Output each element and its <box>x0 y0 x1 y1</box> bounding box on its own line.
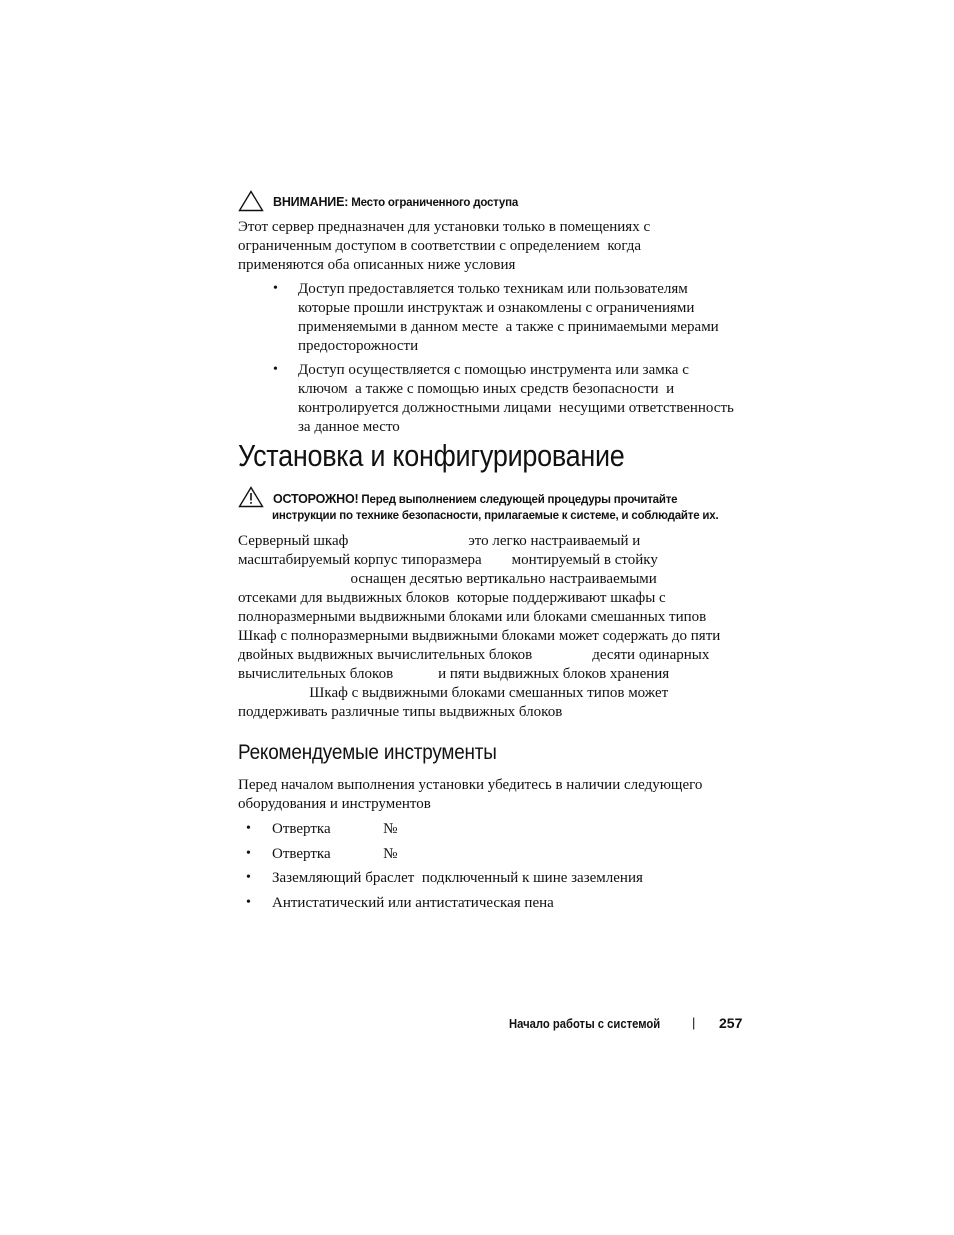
bullet: • <box>246 895 251 910</box>
text-line: ключом а также с помощью иных средств безопасности и <box>298 381 675 397</box>
text-line: Шкаф с выдвижными блоками смешанных типов может <box>238 685 669 701</box>
text-line: вычислительных блоков и пяти выдвижных блоков хранения <box>238 666 670 682</box>
bullet: • <box>273 362 278 377</box>
tool-label: Антистатический или антистатическая пена <box>272 895 554 911</box>
text-line: Перед началом выполнения установки убедитесь в наличии следующего <box>238 777 703 793</box>
tools-intro <box>238 776 702 814</box>
text-line: Доступ осуществляется с помощью инструмента или замка с <box>298 362 689 378</box>
warning-icon <box>238 486 264 508</box>
text-line: отсеками для выдвижных блоков которые поддерживают шкафы с <box>238 590 666 606</box>
text-line: предосторожности <box>298 338 419 354</box>
footer-separator: | <box>692 1015 696 1030</box>
subsection-title: Рекомендуемые инструменты <box>238 741 497 764</box>
warning-icon <box>238 190 264 212</box>
intro-paragraph <box>238 218 650 275</box>
text-line: масштабируемый корпус типоразмера монтируемый в стойку <box>238 552 658 568</box>
warning-text: инструкции по технике безопасности, прилагаемые к системе, и соблюдайте их. <box>272 510 719 522</box>
text-line: ограниченным доступом в соответствии с определением когда <box>238 238 642 254</box>
text-line: контролируется должностными лицами несущими ответственность <box>298 400 734 416</box>
text-line: полноразмерными выдвижными блоками или блоками смешанных типов <box>238 609 707 625</box>
text-line: применяются оба описанных ниже условия <box>238 257 516 273</box>
text-line: применяемыми в данном месте а также с принимаемыми мерами <box>298 319 719 335</box>
text-line: которые прошли инструктаж и ознакомлены с ограничениями <box>298 300 695 316</box>
caution-title: ВНИМАНИЕ: Место ограниченного доступа <box>273 195 519 209</box>
text-line: оснащен десятью вертикально настраиваемыми <box>238 571 657 587</box>
rack-description <box>238 532 720 722</box>
text-line: Этот сервер предназначен для установки только в помещениях с <box>238 219 651 235</box>
tool-label: Отвертка № <box>272 821 398 837</box>
section-title: Установка и конфигурирование <box>238 438 625 473</box>
text-line: Серверный шкаф это легко настраиваемый и <box>238 533 641 549</box>
tool-label: Отвертка № <box>272 846 398 862</box>
text-line: поддерживать различные типы выдвижных блоков <box>238 704 563 720</box>
bullet: • <box>246 870 251 885</box>
bullet: • <box>273 281 278 296</box>
text-line: за данное место <box>298 419 400 435</box>
text-line: оборудования и инструментов <box>238 796 431 812</box>
text-line: двойных выдвижных вычислительных блоков десяти одинарных <box>238 647 710 663</box>
text-line: Шкаф с полноразмерными выдвижными блоками может содержать до пяти <box>238 628 721 644</box>
text-line: Доступ предоставляется только техникам или пользователям <box>298 281 688 297</box>
warning-title: ОСТОРОЖНО! Перед выполнением следующей процедуры прочитайте <box>273 492 678 506</box>
page-number: 257 <box>719 1015 743 1031</box>
bullet: • <box>246 821 251 836</box>
tool-label: Заземляющий браслет подключенный к шине заземления <box>272 870 643 886</box>
bullet: • <box>246 846 251 861</box>
footer-section-name: Начало работы с системой <box>509 1017 661 1031</box>
